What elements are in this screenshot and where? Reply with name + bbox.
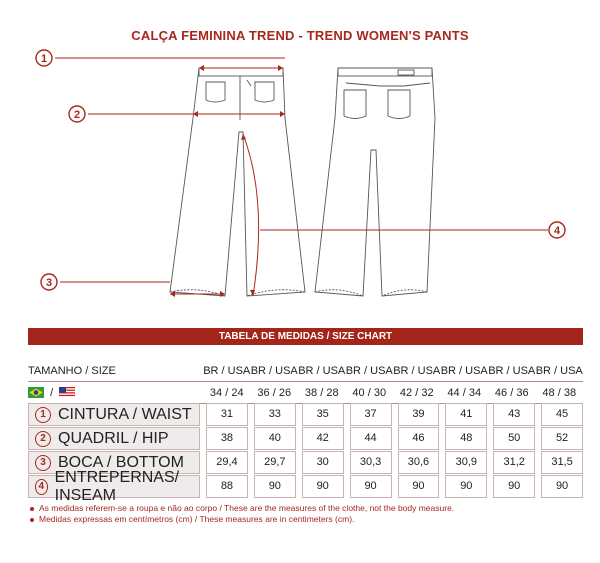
measurement-value: 43 [493, 403, 535, 426]
size-header-cell: BR / USA [440, 364, 488, 377]
note-text: As medidas referem-se a roupa e não ao corpo / These are the measures of the clothe, not the body measure. [39, 503, 455, 513]
measurement-value: 31 [206, 403, 248, 426]
size-header-cell: BR / USA [345, 364, 393, 377]
measurement-value: 31,2 [493, 451, 535, 474]
measurement-number-badge: 1 [35, 407, 51, 423]
callout-4: 4 [553, 225, 561, 237]
measurement-label: BOCA / BOTTOM [58, 453, 184, 471]
measurement-value: 90 [493, 475, 535, 498]
measurement-value: 33 [254, 403, 296, 426]
brazil-flag-icon [28, 387, 44, 398]
size-label: TAMANHO / SIZE [28, 364, 116, 377]
measurement-number-badge: 2 [35, 431, 51, 447]
usa-flag-icon [59, 387, 75, 398]
measurement-value: 41 [445, 403, 487, 426]
measurement-row [28, 428, 583, 449]
measurement-value: 52 [541, 427, 583, 450]
measurement-value: 29,4 [206, 451, 248, 474]
measurement-label: QUADRIL / HIP [58, 429, 169, 447]
measurement-row [28, 468, 583, 504]
size-value: 36 / 26 [257, 386, 292, 399]
size-header-cell: BR / USA [535, 364, 583, 377]
callout-1: 1 [40, 53, 48, 65]
measurement-label: CINTURA / WAIST [58, 405, 192, 423]
measurement-value: 30,3 [350, 451, 392, 474]
size-value: 46 / 36 [494, 386, 529, 399]
flags: / [28, 387, 203, 399]
size-header-cell: BR / USA [488, 364, 536, 377]
measurement-label-cell [28, 468, 200, 504]
size-value: 44 / 34 [447, 386, 482, 399]
measurement-value: 35 [302, 403, 344, 426]
size-value: 42 / 32 [399, 386, 434, 399]
measurement-value: 31,5 [541, 451, 583, 474]
size-value: 48 / 38 [542, 386, 577, 399]
measurement-value: 90 [398, 475, 440, 498]
measurement-label: ENTREPERNAS/ INSEAM [54, 468, 180, 504]
size-header-cell: BR / USA [298, 364, 346, 377]
callout-2: 2 [73, 109, 81, 121]
measurement-value: 42 [302, 427, 344, 450]
callout-3: 3 [45, 277, 53, 289]
size-header-cell: BR / USA [250, 364, 298, 377]
measurements-table [28, 404, 583, 504]
size-value: 38 / 28 [304, 386, 339, 399]
measurement-value: 48 [445, 427, 487, 450]
notes [30, 503, 454, 525]
size-header-table [28, 360, 583, 404]
measurement-value: 30 [302, 451, 344, 474]
note-text: Medidas expressas em centímetros (cm) / These measures are in centimeters (cm). [39, 514, 355, 524]
size-value: 40 / 30 [352, 386, 387, 399]
measurement-value: 90 [350, 475, 392, 498]
page-title: CALÇA FEMININA TREND - TREND WOMEN'S PANTS [131, 28, 469, 43]
size-header-row [28, 360, 583, 382]
measurement-value: 90 [254, 475, 296, 498]
measurement-value: 46 [398, 427, 440, 450]
measurement-label-cell [28, 427, 200, 450]
measurement-value: 38 [206, 427, 248, 450]
measurement-value: 37 [350, 403, 392, 426]
measurement-value: 50 [493, 427, 535, 450]
measurement-number-badge: 3 [35, 455, 51, 471]
size-value: 34 / 24 [209, 386, 244, 399]
measurement-value: 90 [445, 475, 487, 498]
measurement-label-cell [28, 403, 200, 426]
measurement-value: 40 [254, 427, 296, 450]
note-item [30, 503, 454, 514]
note-item [30, 514, 454, 525]
measurement-value: 30,9 [445, 451, 487, 474]
measurement-value: 88 [206, 475, 248, 498]
size-values-row [28, 382, 583, 404]
size-header-cell: BR / USA [393, 364, 441, 377]
measurement-number-badge: 4 [35, 479, 48, 495]
size-header-cell: BR / USA [203, 364, 251, 377]
measurement-value: 29,7 [254, 451, 296, 474]
measurement-row [28, 404, 583, 425]
measurement-value: 90 [302, 475, 344, 498]
measurement-value: 39 [398, 403, 440, 426]
measurement-value: 90 [541, 475, 583, 498]
measurement-value: 30,6 [398, 451, 440, 474]
measurement-value: 45 [541, 403, 583, 426]
measurement-value: 44 [350, 427, 392, 450]
size-chart-banner: TABELA DE MEDIDAS / SIZE CHART [28, 328, 583, 345]
